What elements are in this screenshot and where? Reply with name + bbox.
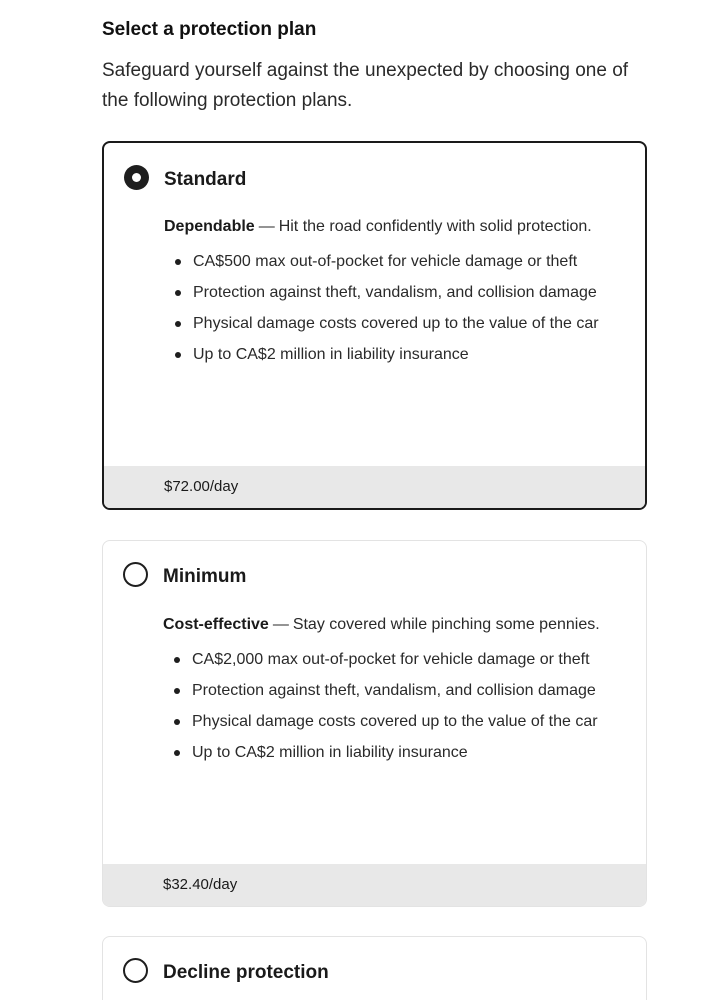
plan-price: $32.40/day — [103, 864, 646, 906]
radio-button-decline[interactable] — [123, 958, 148, 983]
radio-button-standard[interactable] — [124, 165, 149, 190]
plan-tag: Cost-effective — [163, 616, 269, 633]
plan-header — [103, 937, 646, 1000]
plan-header — [103, 541, 646, 613]
list-item: Protection against theft, vandalism, and collision damage — [164, 280, 615, 305]
plan-tagline — [163, 612, 616, 638]
plan-card-standard[interactable] — [102, 141, 647, 510]
list-item: Up to CA$2 million in liability insurance — [163, 740, 616, 765]
plan-name: Standard — [164, 169, 247, 190]
plan-tagline-text: Stay covered while pinching some pennies. — [292, 616, 600, 633]
plan-tagline — [164, 214, 615, 240]
plan-body — [104, 214, 645, 367]
radio-button-minimum[interactable] — [123, 562, 148, 587]
feature-list — [164, 249, 615, 367]
plan-tagline-text: Hit the road confidently with solid protection. — [278, 218, 592, 235]
em-dash: — — [272, 616, 289, 633]
section-description: Safeguard yourself against the unexpected by choosing one of the following protection plans. — [102, 60, 629, 111]
em-dash: — — [258, 218, 275, 235]
list-item: CA$2,000 max out-of-pocket for vehicle damage or theft — [163, 647, 616, 672]
plan-body — [103, 612, 646, 765]
plan-price: $72.00/day — [104, 466, 645, 508]
list-item: Protection against theft, vandalism, and collision damage — [163, 678, 616, 703]
plan-card-minimum[interactable] — [102, 540, 647, 907]
plan-header — [104, 143, 645, 215]
plan-card-decline[interactable] — [102, 936, 647, 1000]
list-item: Up to CA$2 million in liability insurance — [164, 342, 615, 367]
plan-tag: Dependable — [164, 218, 255, 235]
feature-list — [163, 647, 616, 765]
plan-name: Minimum — [163, 566, 247, 587]
list-item: Physical damage costs covered up to the value of the car — [164, 311, 615, 336]
plan-name: Decline protection — [163, 962, 329, 983]
section-title: Select a protection plan — [102, 19, 317, 40]
list-item: CA$500 max out-of-pocket for vehicle damage or theft — [164, 249, 615, 274]
list-item: Physical damage costs covered up to the value of the car — [163, 709, 616, 734]
